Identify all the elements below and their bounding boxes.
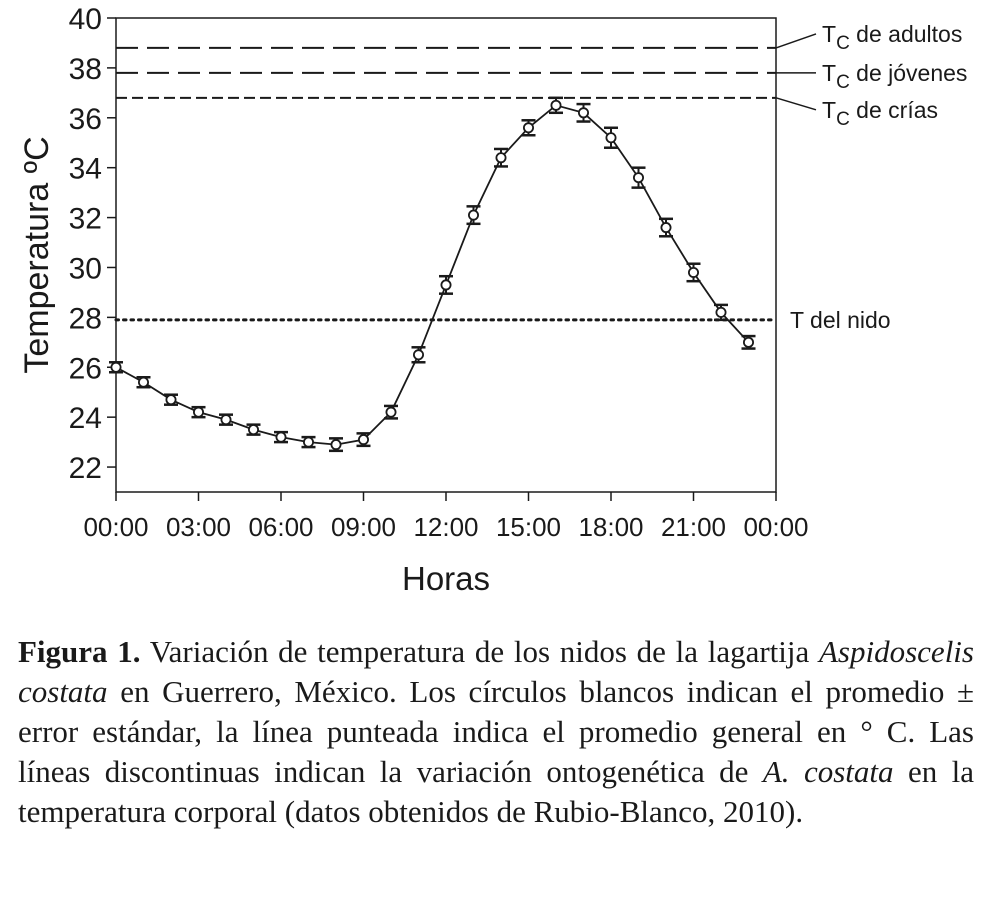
series-line [116,105,749,444]
data-point [359,435,368,444]
data-point [744,338,753,347]
data-point [661,223,670,232]
y-tick-label: 26 [68,352,102,386]
y-tick-label: 40 [68,3,102,36]
caption-species: Aspidoscelis costata [18,634,974,709]
data-point [276,433,285,442]
data-point [249,425,258,434]
x-tick-label: 00:00 [83,512,149,542]
data-point [524,123,533,132]
x-tick-label: 21:00 [660,512,727,542]
data-point [139,378,148,387]
y-tick-label: 34 [68,152,102,186]
data-point [304,438,313,447]
caption-label: Figura 1. [18,634,141,669]
y-axis-title: Temperatura ºC [18,136,56,374]
plot-area-frame [116,18,776,492]
data-point [551,101,560,110]
caption-text-2: en Guerrero, México. Los círculos blancos indican el promedio ± error estándar, la línea punteada indica el promedio general en ° C. Las líneas discontinuas indican la variación ontogenética de [18,674,974,789]
y-tick-label: 32 [68,202,102,236]
x-tick-label: 09:00 [330,512,397,542]
figure-caption [18,632,974,832]
caption-text-3: en la temperatura corporal (datos obtenidos de Rubio-Blanco, 2010). [18,754,974,829]
data-point [469,210,478,219]
caption-text-1: Variación de temperatura de los nidos de la lagartija [140,634,819,669]
data-point [634,173,643,182]
reference-label: $T_C$ de jóvenes [822,59,968,93]
data-point [386,408,395,417]
data-point [606,133,615,142]
y-tick-label: 24 [68,402,102,436]
series-temperature [109,98,756,451]
x-tick-label: 15:00 [495,512,562,542]
reference-label: T del nido [790,306,891,333]
reference-label: $T_C$ de adultos [822,20,963,54]
x-axis-title: Horas [401,560,491,597]
data-point [166,395,175,404]
data-point [689,268,698,277]
caption-species-short: A. costata [762,754,894,789]
x-tick-label: 03:00 [165,512,232,542]
data-point [579,108,588,117]
reference-label: $T_C$ de crías [822,96,939,130]
y-tick-label: 38 [68,52,102,86]
y-tick-label: 22 [68,452,102,486]
y-tick-label: 30 [68,252,102,286]
x-tick-label: 06:00 [248,512,314,542]
x-axis-ticks [83,492,808,542]
data-point [716,308,725,317]
reference-labels [776,21,967,333]
data-point [331,440,340,449]
x-tick-label: 12:00 [413,512,479,542]
data-point [194,408,203,417]
y-tick-label: 36 [68,102,102,136]
y-axis-ticks [69,3,116,485]
data-point [414,350,423,359]
x-tick-label: 00:00 [743,512,809,542]
reference-leader-line [776,98,816,110]
data-point [221,415,230,424]
data-point [111,363,120,372]
x-tick-label: 18:00 [578,512,644,542]
reference-leader-line [776,34,816,48]
data-point [496,153,505,162]
y-tick-label: 28 [68,302,102,336]
data-point [441,280,450,289]
